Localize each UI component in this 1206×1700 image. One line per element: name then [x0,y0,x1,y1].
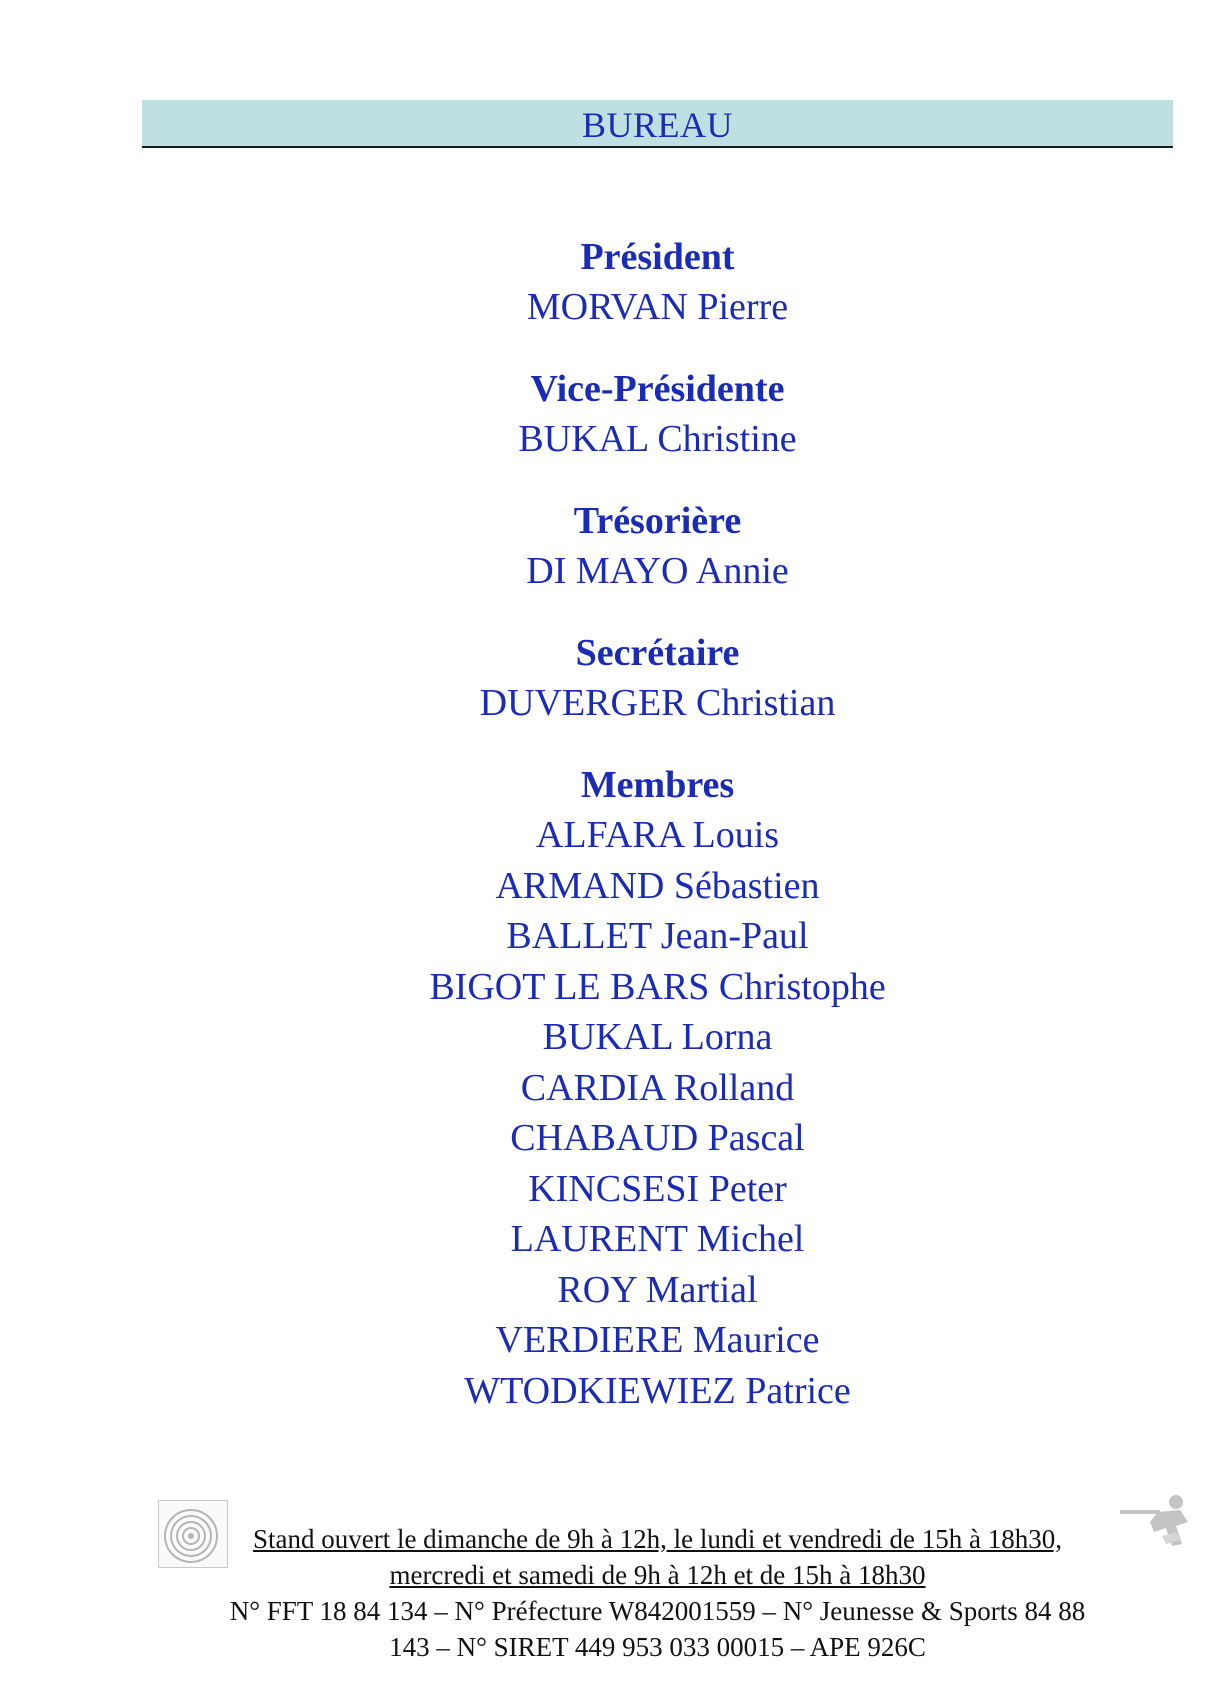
member-name: ROY Martial [557,1268,758,1311]
role-title: Vice-Présidente [530,368,785,410]
member-name: BIGOT LE BARS Christophe [429,965,886,1008]
member-name: CARDIA Rolland [520,1066,795,1109]
section-treasurer [142,496,1173,596]
member-name: BUKAL Lorna [542,1016,773,1058]
role-title: Membres [580,764,735,806]
opening-hours-line: Stand ouvert le dimanche de 9h à 12h, le lundi et vendredi de 15h à 18h30, [252,1524,1063,1554]
registration-line: 143 – N° SIRET 449 953 033 00015 – APE 926C [389,1632,926,1662]
section-secretary [142,628,1173,728]
header-bar [142,100,1173,148]
member-name: LAURENT Michel [510,1218,805,1260]
member-name: KINCSESI Peter [528,1167,787,1210]
member-name: CHABAUD Pascal [510,1117,805,1159]
section-members [142,760,1173,1416]
bureau-roster [142,232,1173,1448]
member-name: BALLET Jean-Paul [506,915,809,957]
role-title: Président [580,236,735,278]
role-title: Secrétaire [575,632,740,674]
member-name: WTODKIEWIEZ Patrice [464,1369,851,1412]
member-name: ARMAND Sébastien [495,864,820,907]
footer [142,1521,1173,1665]
person-name: DI MAYO Annie [526,550,789,592]
section-president [142,232,1173,332]
member-name: ALFARA Louis [535,814,780,856]
opening-hours-line: mercredi et samedi de 9h à 12h et de 15h à 18h30 [389,1560,926,1590]
person-name: DUVERGER Christian [479,682,836,724]
person-name: BUKAL Christine [518,418,797,460]
role-title: Trésorière [573,500,742,542]
member-name: VERDIERE Maurice [495,1319,820,1361]
section-vice-president [142,364,1173,464]
registration-line: N° FFT 18 84 134 – N° Préfecture W842001559 – N° Jeunesse & Sports 84 88 [229,1596,1086,1626]
person-name: MORVAN Pierre [526,286,789,328]
page-title: BUREAU [581,105,733,145]
